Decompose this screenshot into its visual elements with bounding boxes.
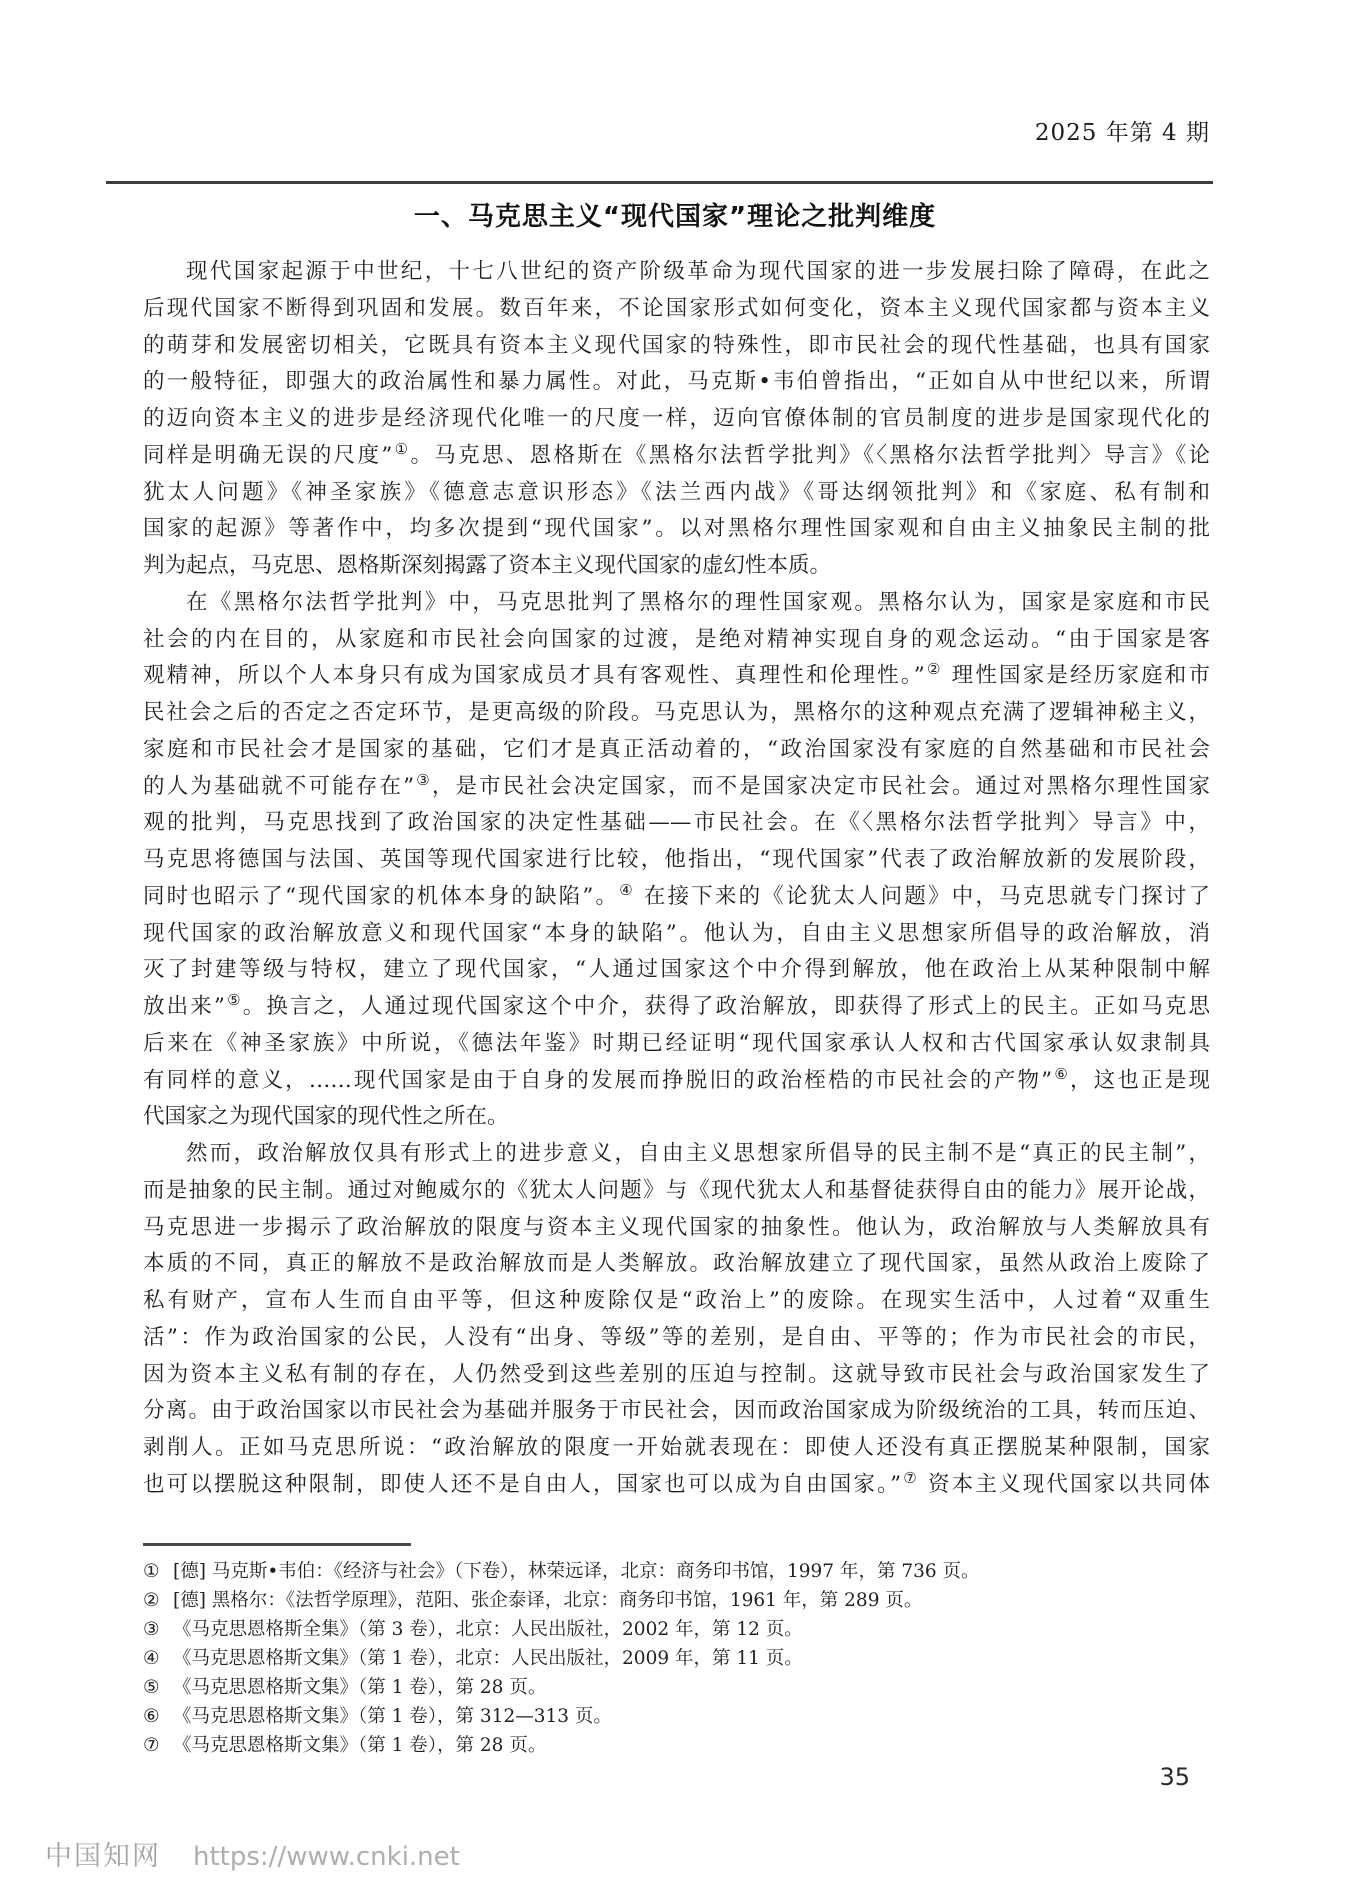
page-number: 35: [1159, 1763, 1190, 1791]
body-line: 判为起点，马克思、恩格斯深刻揭露了资本主义现代国家的虚幻性本质。: [143, 553, 832, 578]
section-title: 一、马克思主义“现代国家”理论之批判维度: [413, 202, 937, 232]
footnote-ref: ⑤: [224, 990, 243, 1009]
body-line: 后现代国家不断得到巩固和发展。数百年来，不论国家形式如何变化，资本主义现代国家都与资本主义: [143, 295, 1210, 321]
footnote-item: [143, 1673, 1210, 1702]
body-line: 也可以摆脱这种限制，即使人还不是自由人，国家也可以成为自由国家。”⑦ 资本主义现代国家以共同体: [143, 1468, 1210, 1497]
body-line: 犹太人问题》《神圣家族》《德意志意识形态》《法兰西内战》《哥达纲领批判》和《家庭、私有制和: [143, 479, 1210, 505]
footnote-item: [143, 1586, 1210, 1615]
body-line: 的萌芽和发展密切相关，它既具有资本主义现代国家的特殊性，即市民社会的现代性基础，也具有国家: [143, 332, 1210, 358]
footnote-text: 《马克思恩格斯文集》（第 1 卷），北京：人民出版社，2009 年，第 11 页。: [173, 1648, 803, 1669]
footnote-ref: ③: [414, 770, 432, 789]
article-body: [143, 254, 1210, 1504]
footnote-number: ④: [143, 1648, 160, 1669]
footnote-text: [德] 马克斯•韦伯：《经济与社会》（下卷），林荣远译，北京：商务印书馆，1997 年，第 736 页。: [173, 1561, 980, 1582]
body-line: 国家的起源》等著作中，均多次提到“现代国家”。以对黑格尔理性国家观和自由主义抽象民主制的批: [143, 516, 1210, 542]
body-line: 家庭和市民社会才是国家的基础，它们才是真正活动着的，“政治国家没有家庭的自然基础和市民社会: [143, 736, 1210, 762]
footnote-text: 《马克思恩格斯全集》（第 3 卷），北京：人民出版社，2002 年，第 12 页。: [173, 1619, 803, 1640]
body-line: 的一般特征，即强大的政治属性和暴力属性。对此，马克斯•韦伯曾指出，“正如自从中世纪以来，所谓: [143, 369, 1210, 395]
body-line: 社会的内在目的，从家庭和市民社会向国家的过渡，是绝对精神实现自身的观念运动。“由于国家是客: [143, 626, 1210, 652]
footnote-number: ⑤: [143, 1677, 160, 1698]
body-line: 现代国家的政治解放意义和现代国家“本身的缺陷”。他认为，自由主义思想家所倡导的政治解放，消: [143, 920, 1210, 946]
body-line: 的人为基础就不可能存在”③，是市民社会决定国家，而不是国家决定市民社会。通过对黑格尔理性国家: [143, 770, 1210, 799]
body-line: 观精神，所以个人本身只有成为国家成员才具有客观性、真理性和伦理性。”② 理性国家是经历家庭和市: [143, 660, 1210, 689]
footnote-item: [143, 1731, 1210, 1760]
body-line: 同时也昭示了“现代国家的机体本身的缺陷”。④ 在接下来的《论犹太人问题》中，马克思就专门探讨了: [143, 880, 1210, 909]
footnote-item: [143, 1615, 1210, 1644]
body-line: 的迈向资本主义的进步是经济现代化唯一的尺度一样，迈向官僚体制的官员制度的进步是国家现代化的: [143, 406, 1210, 431]
body-line: 马克思进一步揭示了政治解放的限度与资本主义现代国家的抽象性。他认为，政治解放与人类解放具有: [143, 1214, 1210, 1240]
body-line: 因为资本主义私有制的存在，人仍然受到这些差别的压迫与控制。这就导致市民社会与政治国家发生了: [143, 1361, 1210, 1387]
footnote-text: 《马克思恩格斯文集》（第 1 卷），第 28 页。: [173, 1677, 547, 1698]
body-line: 本质的不同，真正的解放不是政治解放而是人类解放。政治解放建立了现代国家，虽然从政治上废除了: [143, 1251, 1210, 1277]
footnote-number: ⑦: [143, 1735, 160, 1756]
body-line: 剥削人。正如马克思所说：“政治解放的限度一开始就表现在：即使人还没有真正摆脱某种限制，国家: [143, 1435, 1210, 1460]
body-line: 分离。由于政治国家以市民社会为基础并服务于市民社会，因而政治国家成为阶级统治的工具，转而压迫、: [143, 1398, 1210, 1424]
cnki-brand-label: 中国知网: [45, 1841, 161, 1872]
body-line: 同样是明确无误的尺度”①。马克思、恩格斯在《黑格尔法哲学批判》《〈黑格尔法哲学批判〉导言》《论: [143, 439, 1210, 468]
body-line: 后来在《神圣家族》中所说，《德法年鉴》时期已经证明“现代国家承认人权和古代国家承认奴隶制具: [143, 1030, 1210, 1056]
footnote-text: [德] 黑格尔：《法哲学原理》，范阳、张企泰译，北京：商务印书馆，1961 年，第 289 页。: [173, 1590, 923, 1611]
issue-label: 2025 年第 4 期: [1034, 120, 1210, 146]
body-line: 观的批判，马克思找到了政治国家的决定性基础——市民社会。在《〈黑格尔法哲学批判〉导言》中，: [143, 810, 1210, 836]
body-line: 现代国家起源于中世纪，十七八世纪的资产阶级革命为现代国家的进一步发展扫除了障碍，在此之: [186, 259, 1210, 284]
footnote-number: ②: [143, 1590, 160, 1611]
header-rule: [106, 181, 1213, 184]
footnote-number: ⑥: [143, 1706, 160, 1727]
body-line: 民社会之后的否定之否定环节，是更高级的阶段。马克思认为，黑格尔的这种观点充满了逻辑神秘主义，: [143, 700, 1210, 725]
footnote-list: [143, 1557, 1210, 1760]
body-line: 活”：作为政治国家的公民，人没有“出身、等级”等的差别，是自由、平等的；作为市民社会的市民，: [143, 1324, 1210, 1350]
footnote-item: [143, 1557, 1210, 1586]
body-line: 放出来”⑤。换言之，人通过现代国家这个中介，获得了政治解放，即获得了形式上的民主。正如马克思: [143, 990, 1210, 1019]
watermark-footer: [45, 1834, 460, 1873]
footnote-ref: ④: [619, 880, 635, 899]
body-line: 马克思将德国与法国、英国等现代国家进行比较，他指出，“现代国家”代表了政治解放新的发展阶段，: [143, 847, 1210, 872]
footnote-text: 《马克思恩格斯文集》（第 1 卷），第 312—313 页。: [173, 1706, 612, 1727]
footnote-item: [143, 1702, 1210, 1731]
body-line: 有同样的意义，……现代国家是由于自身的发展而挣脱旧的政治桎梏的市民社会的产物”⑥，这也正是现: [143, 1064, 1210, 1093]
footnote-ref: ①: [392, 439, 411, 458]
footnote-ref: ⑥: [1052, 1064, 1071, 1083]
footnote-separator: [143, 1543, 411, 1546]
footnote-item: [143, 1644, 1210, 1673]
body-line: 代国家之为现代国家的现代性之所在。: [143, 1104, 509, 1130]
body-line: 而是抽象的民主制。通过对鲍威尔的《犹太人问题》与《现代犹太人和基督徒获得自由的能力》展开论战，: [143, 1177, 1210, 1203]
footnote-ref: ②: [924, 660, 943, 679]
footnote-ref: ⑦: [901, 1468, 919, 1487]
body-line: 灭了封建等级与特权，建立了现代国家，“人通过国家这个中介得到解放，他在政治上从某种限制中解: [143, 957, 1210, 983]
cnki-url-link[interactable]: https://www.cnki.net: [193, 1842, 460, 1872]
footnote-number: ①: [143, 1561, 160, 1582]
body-line: 在《黑格尔法哲学批判》中，马克思批判了黑格尔的理性国家观。黑格尔认为，国家是家庭和市民: [186, 589, 1210, 615]
footnote-text: 《马克思恩格斯文集》（第 1 卷），第 28 页。: [173, 1735, 547, 1756]
body-line: 然而，政治解放仅具有形式上的进步意义，自由主义思想家所倡导的民主制不是“真正的民主制”，: [186, 1141, 1210, 1166]
body-line: 私有财产，宣布人生而自由平等，但这种废除仅是“政治上”的废除。在现实生活中，人过着“双重生: [143, 1288, 1210, 1313]
footnote-number: ③: [143, 1619, 160, 1640]
